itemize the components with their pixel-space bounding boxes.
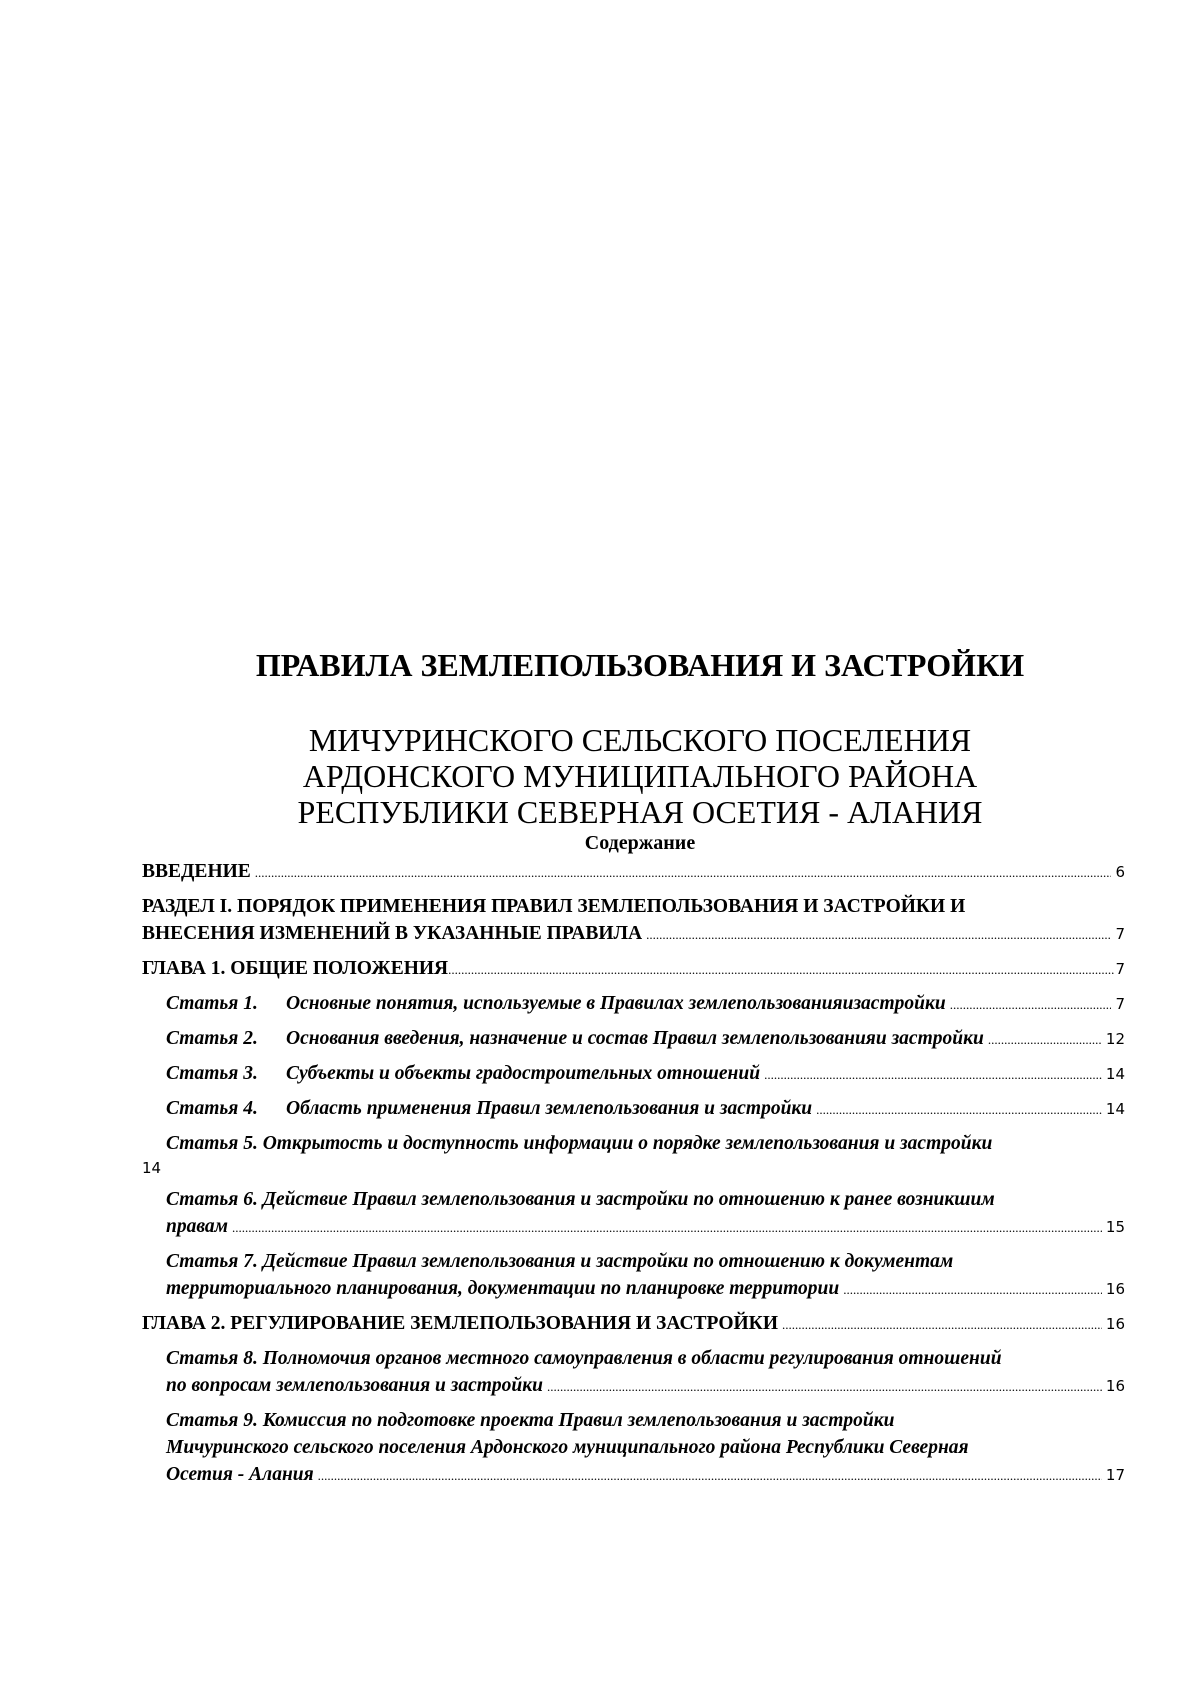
- toc-entry-introduction[interactable]: [142, 858, 1125, 886]
- subtitle-line: РЕСПУБЛИКИ СЕВЕРНАЯ ОСЕТИЯ - АЛАНИЯ: [297, 794, 983, 830]
- toc-article-number: Статья 4.: [166, 1098, 258, 1119]
- toc-page-number: 16: [1105, 1377, 1125, 1395]
- toc-entry-chapter-1[interactable]: [142, 955, 1125, 983]
- toc-entry-section-1[interactable]: [142, 893, 1125, 948]
- toc-entry-article-8[interactable]: [166, 1345, 1125, 1400]
- dot-leader: [782, 1310, 1102, 1338]
- toc-entry-label: ГЛАВА 1. ОБЩИЕ ПОЛОЖЕНИЯ: [142, 958, 449, 979]
- toc-entry-article-4[interactable]: [166, 1095, 1125, 1123]
- subtitle-line: МИЧУРИНСКОГО СЕЛЬСКОГО ПОСЕЛЕНИЯ: [308, 722, 972, 758]
- toc-entry-label: по вопросам землепользования и застройки: [166, 1375, 543, 1396]
- toc-page-number: 7: [1115, 925, 1125, 943]
- toc-page-number: 6: [1115, 863, 1125, 881]
- dot-leader: [547, 1372, 1102, 1400]
- toc-entry-article-1[interactable]: [166, 990, 1125, 1018]
- toc-entry-label: Осетия - Алания: [166, 1464, 314, 1485]
- toc-entry-label: Статья 8. Полномочия органов местного самоуправления в области регулирования отношений: [166, 1348, 1002, 1369]
- toc-article-number: Статья 2.: [166, 1028, 258, 1049]
- toc-entry-label: Основные понятия, используемые в Правилах землепользованияизастройки: [286, 993, 946, 1014]
- table-of-contents: [142, 858, 1125, 1496]
- dot-leader: [448, 955, 1115, 983]
- toc-article-number: Статья 3.: [166, 1063, 258, 1084]
- subtitle-line: АРДОНСКОГО МУНИЦИПАЛЬНОГО РАЙОНА: [302, 758, 978, 794]
- toc-page-number: 7: [1115, 960, 1125, 978]
- toc-entry-label: ВВЕДЕНИЕ: [142, 861, 251, 882]
- dot-leader: [950, 990, 1112, 1018]
- toc-entry-label: территориального планирования, документации по планировке территории: [166, 1278, 840, 1299]
- toc-page-number: 15: [1105, 1218, 1125, 1236]
- dot-leader: [816, 1095, 1102, 1123]
- dot-leader: [988, 1025, 1102, 1053]
- toc-entry-label: правам: [166, 1216, 229, 1237]
- toc-entry-label: Область применения Правил землепользования и застройки: [286, 1098, 813, 1119]
- toc-entry-article-9[interactable]: [166, 1407, 1125, 1489]
- toc-entry-label: ВНЕСЕНИЯ ИЗМЕНЕНИЙ В УКАЗАННЫЕ ПРАВИЛА: [142, 923, 643, 944]
- toc-entry-article-5[interactable]: [142, 1130, 1125, 1179]
- dot-leader: [646, 920, 1111, 948]
- toc-page-number: 12: [1105, 1030, 1125, 1048]
- toc-entry-label: Основания введения, назначение и состав Правил землепользованияи застройки: [286, 1028, 984, 1049]
- toc-entry-label: Статья 7. Действие Правил землепользования и застройки по отношению к документам: [166, 1251, 954, 1272]
- toc-entry-label: Субъекты и объекты градостроительных отношений: [286, 1063, 761, 1084]
- toc-page-number: 7: [1115, 995, 1125, 1013]
- toc-entry-label: Статья 6. Действие Правил землепользования и застройки по отношению к ранее возникшим: [166, 1189, 995, 1210]
- toc-entry-label: Статья 5. Открытость и доступность информации о порядке землепользования и застройки: [166, 1133, 993, 1154]
- dot-leader: [764, 1060, 1102, 1088]
- dot-leader: [318, 1461, 1102, 1489]
- toc-entry-article-2[interactable]: [166, 1025, 1125, 1053]
- toc-entry-article-7[interactable]: [166, 1248, 1125, 1303]
- toc-entry-article-3[interactable]: [166, 1060, 1125, 1088]
- toc-page-number: 16: [1105, 1280, 1125, 1298]
- toc-page-number: 14: [1105, 1065, 1125, 1083]
- toc-page-number: 14: [142, 1159, 162, 1177]
- document-subtitle: [140, 722, 1140, 830]
- dot-leader: [255, 858, 1112, 886]
- toc-page-number: 14: [1105, 1100, 1125, 1118]
- toc-page-number: 16: [1105, 1315, 1125, 1333]
- toc-entry-article-6[interactable]: [166, 1186, 1125, 1241]
- toc-entry-chapter-2[interactable]: [142, 1310, 1125, 1338]
- toc-entry-label: РАЗДЕЛ I. ПОРЯДОК ПРИМЕНЕНИЯ ПРАВИЛ ЗЕМЛЕПОЛЬЗОВАНИЯ И ЗАСТРОЙКИ И: [142, 896, 966, 917]
- toc-entry-label: Мичуринского сельского поселения Ардонского муниципального района Республики Северная: [166, 1437, 969, 1458]
- dot-leader: [843, 1275, 1102, 1303]
- toc-heading: Содержание: [584, 832, 696, 854]
- toc-entry-label: Статья 9. Комиссия по подготовке проекта Правил землепользования и застройки: [166, 1410, 895, 1431]
- toc-entry-label: ГЛАВА 2. РЕГУЛИРОВАНИЕ ЗЕМЛЕПОЛЬЗОВАНИЯ И ЗАСТРОЙКИ: [142, 1313, 778, 1334]
- dot-leader: [232, 1213, 1102, 1241]
- toc-article-number: Статья 1.: [166, 993, 258, 1014]
- document-title: ПРАВИЛА ЗЕМЛЕПОЛЬЗОВАНИЯ И ЗАСТРОЙКИ: [255, 647, 1025, 683]
- toc-page-number: 17: [1105, 1466, 1125, 1484]
